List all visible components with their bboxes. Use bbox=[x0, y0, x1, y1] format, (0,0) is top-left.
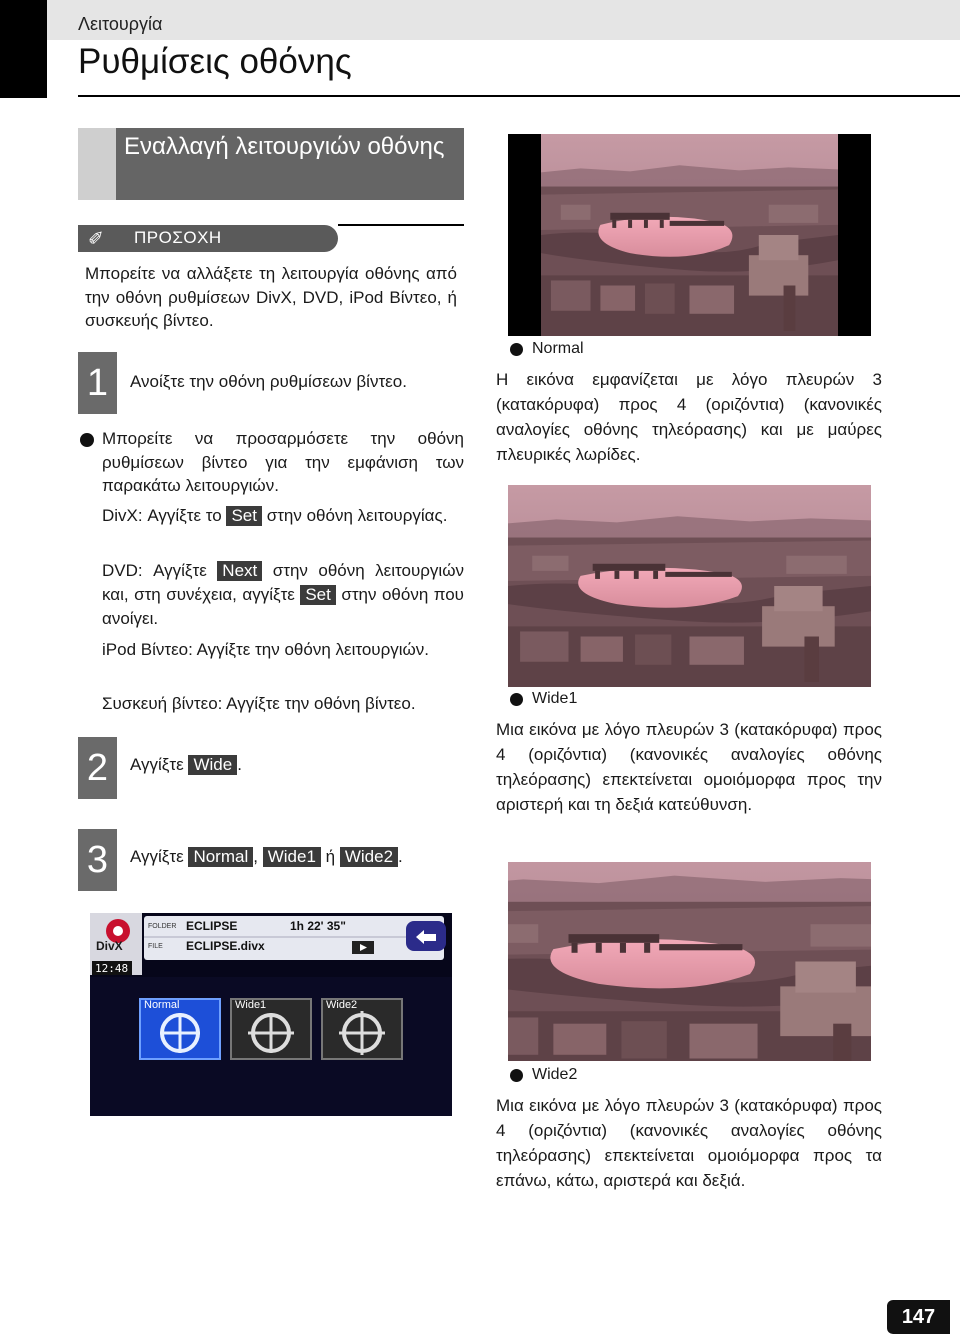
heading-notch bbox=[78, 128, 116, 200]
step-3-sep2: ή bbox=[325, 847, 336, 866]
ipod-instruction: iPod Βίντεο: Αγγίξτε την οθόνη λειτουργιών. bbox=[102, 640, 430, 659]
wide-button[interactable]: Wide bbox=[188, 755, 237, 775]
wide1-image bbox=[508, 485, 871, 687]
divx-post: στην οθόνη λειτουργίας. bbox=[266, 506, 448, 525]
dvd-post: στην οθόνη που ανοίγει. bbox=[102, 585, 464, 628]
step-2-number: 2 bbox=[78, 737, 117, 799]
device-instruction: Συσκευή βίντεο: Αγγίξτε την οθόνη βίντεο. bbox=[102, 694, 416, 713]
elapsed-time: 1h 22' 35" bbox=[290, 919, 346, 933]
wide1-mode-photo bbox=[508, 485, 871, 687]
clock: 12:48 bbox=[95, 962, 129, 975]
set-button[interactable]: Set bbox=[226, 506, 262, 526]
divx-instruction bbox=[102, 504, 464, 528]
section-label: Λειτουργία bbox=[78, 14, 163, 34]
file-value: ECLIPSE.divx bbox=[186, 939, 265, 953]
bullet-icon bbox=[510, 693, 523, 706]
back-icon[interactable] bbox=[406, 921, 446, 951]
title-rule bbox=[78, 95, 960, 97]
header-band bbox=[47, 0, 960, 40]
play-icon[interactable] bbox=[352, 941, 374, 954]
header-black-block bbox=[0, 0, 47, 98]
set-button-dvd[interactable]: Set bbox=[300, 585, 336, 605]
section-heading-box bbox=[78, 128, 464, 200]
step-3-post: . bbox=[398, 847, 403, 866]
wide1-button[interactable]: Wide1 bbox=[263, 847, 321, 867]
divx-pre: DivX: Αγγίξτε το bbox=[102, 506, 222, 525]
divx-logo: DivX bbox=[96, 939, 123, 953]
normal-description: Η εικόνα εμφανίζεται με λόγο πλευρών 3 (κατακόρυφα) προς 4 (οριζόντια) (κανονικές αναλογίες οθόνης τηλεόρασης) και με μαύρες πλευρικές λωρίδες. bbox=[496, 370, 882, 464]
page-number: 147 bbox=[887, 1300, 950, 1334]
bullet-icon bbox=[80, 433, 94, 447]
wide1-caption: Wide1 bbox=[532, 690, 578, 707]
wide2-button[interactable]: Wide2 bbox=[340, 847, 398, 867]
bullet-icon bbox=[510, 1069, 523, 1082]
step-2-pre: Αγγίξτε bbox=[130, 755, 184, 774]
step-1-bullet-text: Μπορείτε να προσαρμόσετε την οθόνη ρυθμίσεων βίντεο για την εμφάνιση των παρακάτω λειτουργιών. bbox=[102, 429, 464, 495]
normal-image bbox=[508, 134, 871, 336]
bullet-icon bbox=[510, 343, 523, 356]
normal-caption: Normal bbox=[532, 340, 584, 357]
folder-value: ECLIPSE bbox=[186, 919, 238, 933]
pencil-icon: ✐ bbox=[88, 229, 104, 250]
note-text: Μπορείτε να αλλάξετε τη λειτουργία οθόνης από την οθόνη ρυθμίσεων DivX, DVD, iPod Βίντεο, ή συσκευής βίντεο. bbox=[85, 264, 457, 330]
file-label: FILE bbox=[148, 943, 163, 950]
step-1-text: Ανοίξτε την οθόνη ρυθμίσεων βίντεο. bbox=[130, 372, 407, 391]
step-2-post: . bbox=[237, 755, 242, 774]
wide2-mode-photo bbox=[508, 862, 871, 1061]
wide2-description: Μια εικόνα με λόγο πλευρών 3 (κατακόρυφα) προς 4 (οριζόντια) (κανονικές αναλογίες οθόνης τηλεόρασης) επεκτείνεται ομοιόμορφα προς τα επάνω, κάτω, αριστερά και δεξιά. bbox=[496, 1096, 882, 1190]
dvd-mid: στην οθόνη λειτουργιών και, στη συνέχεια, αγγίξτε bbox=[102, 561, 464, 604]
normal-button[interactable]: Normal bbox=[188, 847, 253, 867]
wide2-image bbox=[508, 862, 871, 1061]
step-1-number: 1 bbox=[78, 352, 117, 414]
dvd-instruction bbox=[102, 559, 464, 631]
divx-settings-screen bbox=[90, 913, 452, 1116]
mode-normal-button[interactable]: Normal bbox=[144, 999, 180, 1011]
step-2-text bbox=[130, 753, 242, 777]
step-3-number: 3 bbox=[78, 829, 117, 891]
note-badge bbox=[78, 225, 338, 252]
note-rule bbox=[338, 224, 464, 226]
wide1-description: Μια εικόνα με λόγο πλευρών 3 (κατακόρυφα) προς 4 (οριζόντια) (κανονικές αναλογίες οθόνης τηλεόρασης) επεκτείνεται ομοιόμορφα προς την αριστερή και τη δεξιά κατεύθυνση. bbox=[496, 720, 882, 814]
wide2-caption: Wide2 bbox=[532, 1066, 578, 1083]
folder-label: FOLDER bbox=[148, 923, 177, 930]
mode-wide1-button[interactable]: Wide1 bbox=[235, 999, 267, 1011]
page-title: Ρυθμίσεις οθόνης bbox=[78, 42, 352, 81]
step-3-sep1: , bbox=[253, 847, 258, 866]
step-3-text bbox=[130, 845, 403, 869]
dvd-pre: DVD: Αγγίξτε bbox=[102, 561, 207, 580]
mode-wide2-button[interactable]: Wide2 bbox=[326, 999, 358, 1011]
step-3-pre: Αγγίξτε bbox=[130, 847, 184, 866]
normal-mode-photo bbox=[508, 134, 871, 336]
note-label: ΠΡΟΣΟΧΗ bbox=[134, 228, 222, 247]
next-button[interactable]: Next bbox=[217, 561, 262, 581]
section-heading: Εναλλαγή λειτουργιών οθόνης bbox=[124, 133, 445, 160]
